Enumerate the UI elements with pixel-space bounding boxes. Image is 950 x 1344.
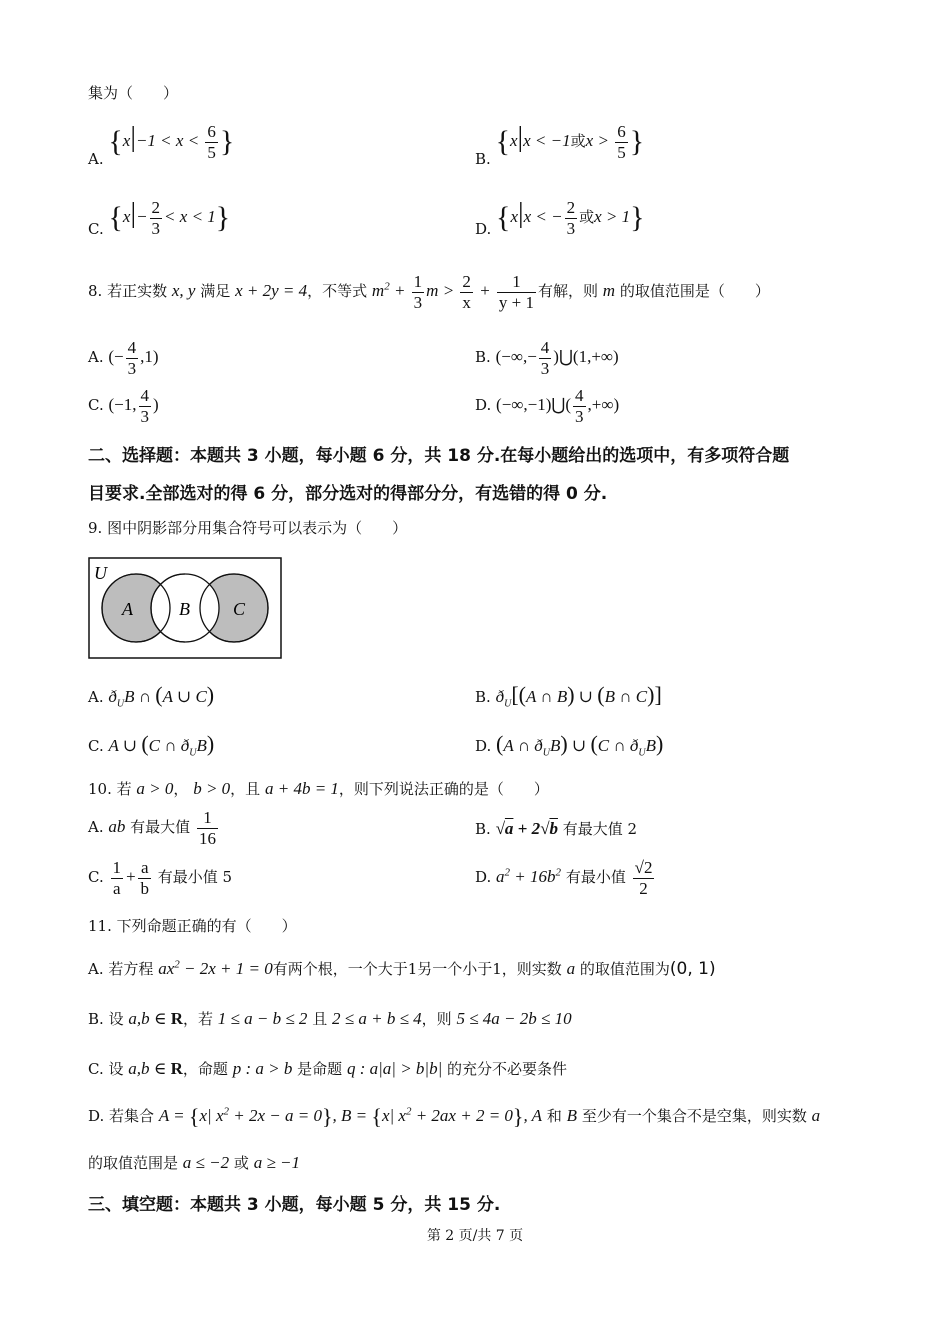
q11-option-d-line-2: 的取值范围是 a ≤ −2 或 a ≥ −1: [88, 1153, 300, 1172]
q11-option-b: B. 设 a,b ∈ R，若 1 ≤ a − b ≤ 2 且 2 ≤ a + b ≤ 4，则 5 ≤ 4a − 2b ≤ 10: [88, 1009, 572, 1028]
venn-label-u: U: [94, 563, 107, 583]
q10-stem: 10. 若 a > 0， b > 0，且 a + 4b = 1，则下列说法正确的是（ ）: [88, 779, 549, 798]
q9-option-d: D. (A ∩ $ð_UB$) ∪ (C ∩ $ð_UB$): [475, 731, 664, 759]
section-3-heading: 三、填空题：本题共 3 小题，每小题 5 分，共 15 分.: [88, 1195, 501, 1215]
q11-option-c: C. 设 a,b ∈ R，命题 p : a > b 是命题 q : a|a| > b|b| 的充分不必要条件: [88, 1059, 568, 1078]
section-2-line-2: 目要求.全部选对的得 6 分，部分选对的得部分分，有选错的得 0 分.: [88, 484, 608, 504]
q10-option-b: B. √a + 2√b 有最大值 2: [475, 819, 638, 838]
venn-label-c: C: [233, 599, 246, 619]
section-2-line-1: 二、选择题：本题共 3 小题，每小题 6 分，共 18 分.在每小题给出的选项中，有多项符合题: [88, 446, 790, 466]
q11-option-d: D. 若集合 A = {x| $x^2 + 2x - a = 0$}, B = {x| $x^2 + 2ax + 2 = 0$}, A 和 B 至少有一个集合不是空集，则实数 a: [88, 1104, 821, 1129]
q7-option-d: D. {x|x < − $\frac{2}{3}$ 或x > 1}: [475, 198, 645, 238]
q8-option-c: C. (−1, $\frac{4}{3}$ ): [88, 386, 159, 426]
q10-option-c: C. $\frac{1}{a}$ + $\frac{a}{b}$ 有最小值 5: [88, 858, 233, 898]
q7-stem-tail: 集为（ ）: [88, 84, 179, 102]
q10-option-d: D. $a^2 + 16b^2$ 有最小值 $\frac{√2}{2}$: [475, 858, 653, 898]
q11-stem: 11. 下列命题正确的有（ ）: [88, 917, 297, 935]
q8-stem: 8. 若正实数 x, y 满足 x + 2y = 4，不等式 $m^2$ + $\frac{1}{3}$ m > $\frac{2}{x}$ + $\frac{1}{y + 1}$ 有解，则 m 的取值范围是（ ）: [88, 272, 770, 312]
q7-option-b: B. {x|x < −1或x > $\frac{6}{5}$ }: [475, 122, 645, 168]
q11-option-a: A. 若方程 $ax^2 - 2x + 1 = 0$有两个根，一个大于1另一个小于1，则实数 a 的取值范围为(0, 1): [88, 958, 716, 979]
q9-option-c: C. A ∪ (C ∩ $ð_UB$): [88, 731, 215, 759]
q8-option-a: A. (− $\frac{4}{3}$ ,1): [88, 338, 159, 378]
venn-diagram: [88, 557, 283, 659]
q7-option-a: A. {x|−1 < x < $\frac{6}{5}$ }: [88, 122, 235, 168]
q8-option-d: D. (−∞,−1)⋃( $\frac{4}{3}$ ,+∞): [475, 386, 620, 426]
q9-option-b: B. $ð_U[(A$ ∩ B) ∪ (B ∩ C)]: [475, 682, 662, 710]
q9-stem: 9. 图中阴影部分用集合符号可以表示为（ ）: [88, 519, 408, 537]
venn-label-b: B: [179, 599, 190, 619]
venn-label-a: A: [122, 599, 133, 619]
q8-option-b: B. (−∞,− $\frac{4}{3}$ )⋃(1,+∞): [475, 338, 619, 378]
page-footer: 第 2 页/共 7 页: [426, 1228, 524, 1244]
q10-option-a: A. ab 有最大值 $\frac{1}{16}$: [88, 808, 216, 848]
q9-option-a: A. $ð_UB$ ∩ (A ∪ C): [88, 682, 215, 710]
q7-option-c: C. {x|− $\frac{2}{3}$ < x < 1}: [88, 198, 231, 238]
